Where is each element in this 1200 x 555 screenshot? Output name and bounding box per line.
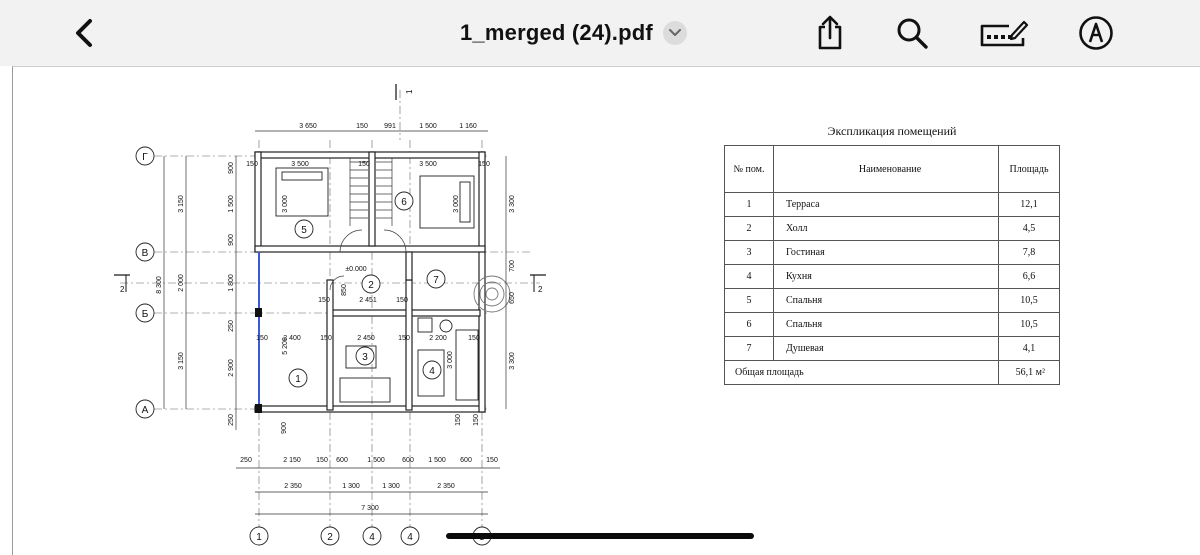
axis-label: Б xyxy=(141,309,149,320)
dimension-label: 1 500 xyxy=(428,457,446,464)
dimension-label: 3 000 xyxy=(282,195,289,213)
pdf-viewer-toolbar xyxy=(0,0,1200,66)
room-area-cell: 7,8 xyxy=(999,241,1060,265)
dimension-label: 3 300 xyxy=(509,352,516,370)
axis-label: 4 xyxy=(407,532,413,543)
dimension-label: 150 xyxy=(246,161,258,168)
dimension-label: 150 xyxy=(318,297,330,304)
room-area-cell: 12,1 xyxy=(999,193,1060,217)
table-row xyxy=(725,337,1060,361)
dimension-label: 2 400 xyxy=(283,335,301,342)
dimension-label: 2 451 xyxy=(359,297,377,304)
overall-height-label: 8 300 xyxy=(156,276,163,294)
room-number: 7 xyxy=(433,275,439,286)
dimension-label: 1 500 xyxy=(367,457,385,464)
row-axis-markers xyxy=(136,147,154,418)
room-area-cell: 4,1 xyxy=(999,337,1060,361)
axis-label: А xyxy=(141,405,149,416)
markup-pen-button[interactable] xyxy=(1074,12,1118,54)
dimension-label: 250 xyxy=(228,414,235,426)
dimension-label: 2 150 xyxy=(283,457,301,464)
dimension-label: 900 xyxy=(228,234,235,246)
axis-label: 4 xyxy=(369,532,375,543)
table-row xyxy=(725,193,1060,217)
level-mark: ±0.000 xyxy=(345,266,367,273)
room-name-cell: Кухня xyxy=(774,265,999,289)
dimension-label: 3 500 xyxy=(419,161,437,168)
dimension-label: 650 xyxy=(509,292,516,304)
room-number-cell: 1 xyxy=(725,193,774,217)
search-icon xyxy=(895,16,929,50)
room-number: 3 xyxy=(362,352,368,363)
dimension-label: 1 300 xyxy=(382,483,400,490)
room-number-cell: 4 xyxy=(725,265,774,289)
dimension-label: 1 500 xyxy=(419,123,437,130)
dimension-label: 2 450 xyxy=(357,335,375,342)
room-number: 4 xyxy=(429,366,435,377)
table-row xyxy=(725,217,1060,241)
column-header: № пом. xyxy=(725,146,774,193)
dimension-label: 991 xyxy=(384,123,396,130)
room-number-cell: 2 xyxy=(725,217,774,241)
room-number: 2 xyxy=(368,280,374,291)
room-number-cell: 3 xyxy=(725,241,774,265)
axis-label: Г xyxy=(142,152,148,163)
dimension-label: 1 160 xyxy=(459,123,477,130)
search-button[interactable] xyxy=(890,12,934,54)
dimension-label: 900 xyxy=(228,162,235,174)
back-button[interactable] xyxy=(62,12,106,54)
axis-label: В xyxy=(141,248,149,259)
dimension-label: 150 xyxy=(396,297,408,304)
table-header-row xyxy=(725,146,1060,193)
share-icon xyxy=(814,15,846,51)
room-name-cell: Спальня xyxy=(774,313,999,337)
dimension-label: 150 xyxy=(468,335,480,342)
dimension-label: 3 150 xyxy=(178,352,185,370)
total-area-label: Общая площадь xyxy=(725,361,999,385)
dimension-label: 250 xyxy=(240,457,252,464)
overall-width-label: 7 300 xyxy=(361,505,379,512)
room-name-cell: Душевая xyxy=(774,337,999,361)
dimension-label: 1 500 xyxy=(228,195,235,213)
dimension-label: 3 650 xyxy=(299,123,317,130)
room-number-cell: 5 xyxy=(725,289,774,313)
dimension-label: 3 000 xyxy=(447,351,454,369)
dimension-label: 150 xyxy=(478,161,490,168)
chevron-down-icon xyxy=(663,21,687,45)
dimension-label: 600 xyxy=(336,457,348,464)
explication-title: Экспликация помещений xyxy=(827,124,957,138)
dimension-label: 150 xyxy=(358,161,370,168)
dimension-label: 3 000 xyxy=(453,195,460,213)
section-label: 2 xyxy=(120,285,125,294)
total-area-value: 56,1 м² xyxy=(999,361,1060,385)
room-number: 5 xyxy=(301,225,307,236)
dimension-label: 2 350 xyxy=(437,483,455,490)
room-area-cell: 4,5 xyxy=(999,217,1060,241)
markup-button[interactable] xyxy=(978,12,1030,54)
room-number: 6 xyxy=(401,197,407,208)
markup-icon xyxy=(979,18,1029,48)
dimension-label: 150 xyxy=(473,414,480,426)
room-number: 1 xyxy=(295,374,301,385)
document-title-button[interactable] xyxy=(460,16,687,50)
table-row xyxy=(725,265,1060,289)
dimension-label: 150 xyxy=(256,335,268,342)
dimension-label: 700 xyxy=(509,260,516,272)
room-name-cell: Гостиная xyxy=(774,241,999,265)
axis-label: 1 xyxy=(256,532,262,543)
home-indicator[interactable] xyxy=(446,533,754,539)
table-row xyxy=(725,313,1060,337)
room-area-cell: 10,5 xyxy=(999,289,1060,313)
dimension-label: 3 500 xyxy=(291,161,309,168)
room-number-cell: 6 xyxy=(725,313,774,337)
explication-table xyxy=(724,145,1060,385)
floor-plan-drawing xyxy=(0,66,700,554)
dimension-label: 850 xyxy=(341,284,348,296)
dimension-label: 600 xyxy=(460,457,472,464)
dimension-label: 150 xyxy=(316,457,328,464)
dimension-label: 2 350 xyxy=(284,483,302,490)
column-header: Наименование xyxy=(774,146,999,193)
dimension-label: 3 300 xyxy=(509,195,516,213)
pen-tool-icon xyxy=(1078,15,1114,51)
dimension-label: 2 200 xyxy=(429,335,447,342)
dimension-label: 250 xyxy=(228,320,235,332)
table-row xyxy=(725,289,1060,313)
room-name-cell: Холл xyxy=(774,217,999,241)
column-header: Площадь xyxy=(999,146,1060,193)
dimension-label: 150 xyxy=(455,414,462,426)
dimension-label: 3 150 xyxy=(178,195,185,213)
room-number-cell: 7 xyxy=(725,337,774,361)
share-button[interactable] xyxy=(808,12,852,54)
dimension-label: 150 xyxy=(486,457,498,464)
back-chevron-icon xyxy=(73,18,95,48)
room-name-cell: Терраса xyxy=(774,193,999,217)
dimension-label: 2 900 xyxy=(228,359,235,377)
dimension-label: 900 xyxy=(281,422,288,434)
room-area-cell: 10,5 xyxy=(999,313,1060,337)
dimension-label: 2 000 xyxy=(178,274,185,292)
table-row xyxy=(725,241,1060,265)
dimension-label: 150 xyxy=(356,123,368,130)
room-name-cell: Спальня xyxy=(774,289,999,313)
dimension-label: 150 xyxy=(398,335,410,342)
dimension-label: 150 xyxy=(320,335,332,342)
dimension-lines xyxy=(164,131,506,514)
dimension-label: 600 xyxy=(402,457,414,464)
dimension-label: 1 800 xyxy=(228,274,235,292)
section-label: 1 xyxy=(405,89,414,94)
room-area-cell: 6,6 xyxy=(999,265,1060,289)
dimension-label: 1 300 xyxy=(342,483,360,490)
axis-label: 2 xyxy=(327,532,333,543)
section-label: 2 xyxy=(538,285,543,294)
dimension-label: 5 200 xyxy=(282,337,289,355)
table-total-row xyxy=(725,361,1060,385)
document-title: 1_merged (24).pdf xyxy=(460,20,653,45)
